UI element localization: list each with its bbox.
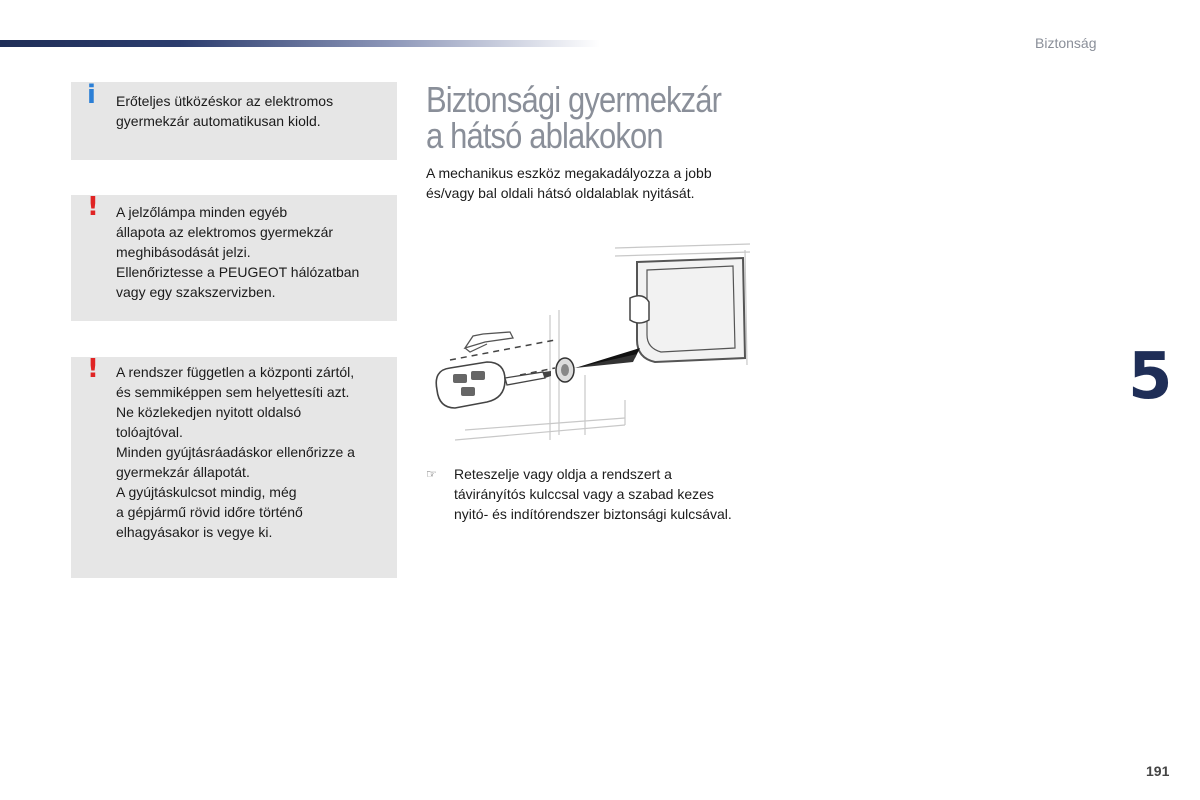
warning-box-2-text <box>116 362 396 542</box>
chapter-number: 5 <box>1128 340 1173 414</box>
header-gradient-bar <box>0 40 600 47</box>
page-number: 191 <box>1146 763 1170 779</box>
text-line: Minden gyújtásráadáskor ellenőrizze a <box>116 444 355 460</box>
text-line: A rendszer független a központi zártól, <box>116 364 355 380</box>
text-line: elhagyásakor is vegye ki. <box>116 524 273 540</box>
text-line: vagy egy szakszervizben. <box>116 284 276 300</box>
text-line: gyermekzár állapotát. <box>116 464 250 480</box>
text-line: A jelzőlámpa minden egyéb <box>116 204 288 220</box>
info-box <box>71 82 397 160</box>
text-line: Erőteljes ütközéskor az elektromos <box>116 93 334 109</box>
text-line: meghibásodását jelzi. <box>116 244 251 260</box>
heading-line: a hátsó ablakokon <box>426 115 663 156</box>
text-line: és semmiképpen sem helyettesíti azt. <box>116 384 350 400</box>
child-lock-illustration <box>425 240 755 455</box>
text-line: Ellenőriztesse a PEUGEOT hálózatban <box>116 264 360 280</box>
text-line: a gépjármű rövid időre történő <box>116 504 303 520</box>
info-icon: i <box>87 80 96 110</box>
info-box-text <box>116 91 396 131</box>
text-line: Ne közlekedjen nyitott oldalsó <box>116 404 302 420</box>
pointing-hand-icon: ☞ <box>426 467 437 481</box>
text-line: tolóajtóval. <box>116 424 183 440</box>
section-title: Biztonság <box>1035 35 1097 51</box>
warning-box-2 <box>71 354 397 578</box>
warning-box-1-text <box>116 202 396 302</box>
warning-icon: ! <box>87 192 99 222</box>
intro-paragraph: A mechanikus eszköz megakadályozza a jobb és/vagy bal oldali hátsó oldalablak nyitását. <box>426 165 712 201</box>
warning-icon: ! <box>87 354 99 384</box>
heading-line: Biztonsági gyermekzár <box>426 79 722 120</box>
instruction-text: Reteszelje vagy oldja a rendszert a távirányítós kulccsal vagy a szabad kezes nyitó- és indítórendszer biztonsági kulcsával. <box>454 466 732 522</box>
text-line: A gyújtáskulcsot mindig, még <box>116 484 297 500</box>
warning-box-1 <box>71 192 397 321</box>
text-line: állapota az elektromos gyermekzár <box>116 224 334 240</box>
page-heading <box>426 79 722 156</box>
text-line: gyermekzár automatikusan kiold. <box>116 113 321 129</box>
